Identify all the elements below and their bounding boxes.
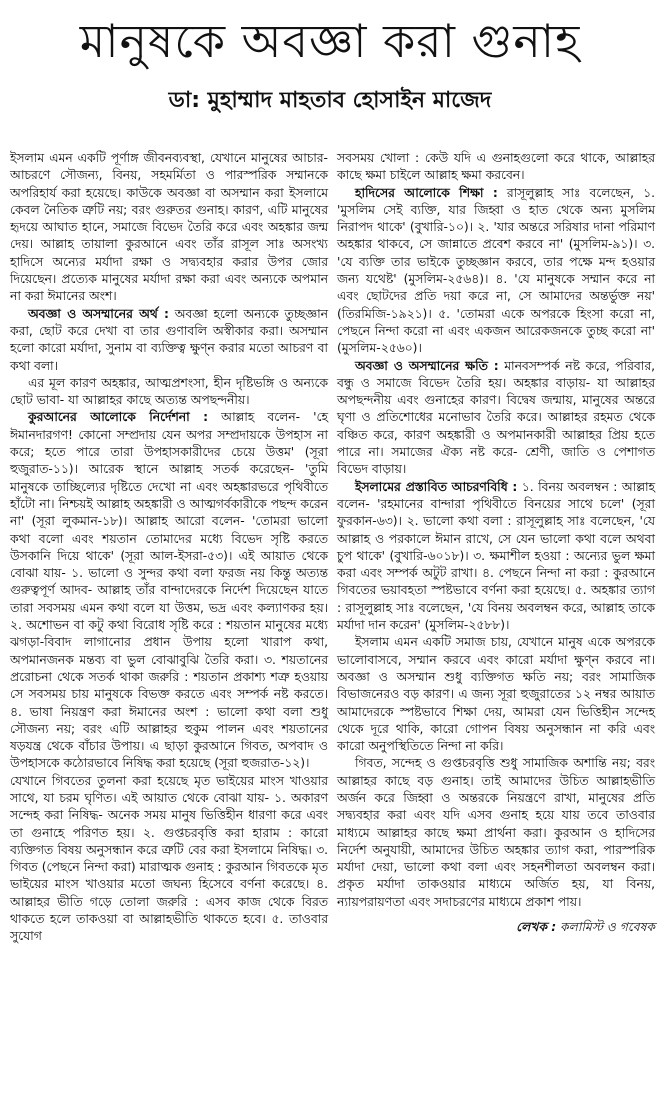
paragraph-text: ১. বিনয় অবলম্বন : আল্লাহ বলেন- 'রহমানের বান্দারা পৃথিবীতে বিনয়ের সাথে চলে' (সূরা ফুরকান-৬৩)। ২. ভালো কথা বলা : রাসূলুল্লাহ সাঃ বলেছেন, 'যে আল্লাহ ও পরকালে ঈমান রাখে, সে যেন ভালো কথা বলে অথবা চুপ থাকে' (বুখারি-৬০১৮)। ৩. ক্ষমাশীল হওয়া : অন্যের ভুল ক্ষমা করা এবং সম্পর্ক অটুট রাখা। ৪. পেছনে নিন্দা না করা : কুরআনে গিবতের ভয়াবহতা স্পষ্টভাবে বর্ণনা করা হয়েছে। ৫. অহঙ্কার ত্যাগ : রাসূলুল্লাহ সাঃ বলেছেন, 'যে বিনয় অবলম্বন করে, আল্লাহ তাকে মর্যাদা দান করেন' (মুসলিম-২৫৮৮)। [337, 479, 655, 633]
section-heading: হাদিসের আলোকে শিক্ষা : [355, 185, 498, 200]
paragraph [337, 185, 655, 358]
paragraph [10, 375, 328, 410]
paragraph [337, 479, 655, 635]
paragraph-text: গিবত, সন্দেহ ও গুপ্তচরবৃত্তি শুধু সামাজিক অশান্তি নয়; বরং আল্লাহর কাছে বড় গুনাহ। তাই আমাদের উচিত আল্লাহভীতি অর্জন করে জিহ্বা ও অন্তরকে নিয়ন্ত্রণে রাখা, মানুষের প্রতি সদ্ব্যবহার করা এবং যদি এসব গুনাহ হয়ে যায় তবে তাওবার মাধ্যমে আল্লাহর কাছে ক্ষমা প্রার্থনা করা। কুরআন ও হাদিসের নির্দেশ অনুযায়ী, আমাদের উচিত অহঙ্কার ত্যাগ করা, পারস্পরিক মর্যাদা দেয়া, ভালো কথা বলা এবং সহনশীলতা অবলম্বন করা। প্রকৃত মর্যাদা তাকওয়ার মাধ্যমে অর্জিত হয়, যা বিনয়, ন্যায়পরায়ণতা এবং সদাচরণের মাধ্যমে প্রকাশ পায়। [337, 756, 655, 909]
author-note [337, 919, 655, 936]
section-heading: অবজ্ঞা ও অসম্মানের অর্থ : [28, 306, 169, 321]
author-label: লেখক : [516, 920, 557, 935]
paragraph [10, 150, 328, 306]
paragraph-text: এর মূল কারণ অহঙ্কার, আত্মপ্রশংসা, হীন দৃষ্টিভঙ্গি ও অন্যকে ছোট ভাবা- যা আল্লাহর কাছে অত্যন্ত অপছন্দনীয়। [10, 375, 328, 408]
section-heading: অবজ্ঞা ও অসম্মানের ক্ষতি : [355, 358, 499, 373]
article-title: মানুষকে অবজ্ঞা করা গুনাহ [79, 14, 581, 68]
paragraph [337, 755, 655, 911]
right-column [337, 150, 655, 936]
paragraph [10, 409, 328, 772]
paragraph-text: মানবসম্পর্ক নষ্ট করে, পরিবার, বন্ধু ও সমাজে বিভেদ তৈরি হয়। অহঙ্কার বাড়ায়- যা আল্লাহর অপছন্দনীয় এবং গুনাহের কারণ। বিদ্বেষ জন্মায়, মানুষের অন্তরে ঘৃণা ও প্রতিশোধের মনোভাব তৈরি করে। আল্লাহর রহমত থেকে বঞ্চিত করে, কারণ অহঙ্কারী ও অপমানকারী আল্লাহর প্রিয় হতে পারে না। সমাজের ঐক্য নষ্ট করে- শ্রেণী, জাতি ও পেশাগত বিভেদ বাড়ায়। [337, 358, 655, 477]
article-byline: ডা: মুহাম্মাদ মাহতাব হোসাইন মাজেদ [168, 88, 492, 113]
section-heading: ইসলামের প্রস্তাবিত আচরণবিধি : [355, 479, 518, 494]
paragraph [10, 773, 328, 946]
paragraph-text: রাসূলুল্লাহ সাঃ বলেছেন, ১. 'মুসলিম সেই ব্যক্তি, যার জিহ্বা ও হাত থেকে অন্য মুসলিম নিরাপদ থাকে' (বুখারি-১০)। ২. 'যার অন্তরে সরিষার দানা পরিমাণ অহঙ্কার থাকবে, সে জান্নাতে প্রবেশ করবে না' (মুসলিম-৯১)। ৩. 'যে ব্যক্তি তার ভাইকে তুচ্ছজ্ঞান করবে, তার পক্ষে মন্দ হওয়ার জন্য যথেষ্ট' (মুসলিম-২৫৬৪)। ৪. 'যে মানুষকে সম্মান করে না এবং ছোটদের প্রতি দয়া করে না, সে আমাদের অন্তর্ভুক্ত নয়' (তিরমিজি-১৯২১)। ৫. 'তোমরা একে অপরকে হিংসা করো না, পেছনে নিন্দা করো না এবং একজন আরেকজনকে তুচ্ছ করো না' (মুসলিম-২৫৬০)। [337, 185, 655, 356]
paragraph [10, 306, 328, 375]
paragraph-text: ইসলাম এমন একটি পূর্ণাঙ্গ জীবনব্যবস্থা, যেখানে মানুষের আচার-আচরণে সৌজন্য, বিনয়, সহমর্মিতা ও পারস্পরিক সম্মানকে অপরিহার্য করা হয়েছে। কাউকে অবজ্ঞা বা অসম্মান করা ইসলামে কেবল নৈতিক ত্রুটি নয়; বরং গুরুতর গুনাহ। কারণ, এটি মানুষের হৃদয়ে আঘাত হানে, সমাজে বিভেদ তৈরি করে এবং অহঙ্কার জন্ম দেয়। আল্লাহ তায়ালা কুরআনে এবং তাঁর রাসূল সাঃ অসংখ্য হাদিসে অন্যের মর্যাদা রক্ষা ও সদ্ব্যবহার করার উপর জোর দিয়েছেন। প্রত্যেক মানুষের মর্যাদা রক্ষা করা এবং অন্যকে অপমান না করা ঈমানের অংশ। [10, 151, 328, 304]
paragraph-text: সবসময় খোলা : কেউ যদি এ গুনাহগুলো করে থাকে, আল্লাহর কাছে ক্ষমা চাইলে আল্লাহ ক্ষমা করবেন। [337, 151, 655, 183]
paragraph-text: যেখানে গিবতের তুলনা করা হয়েছে মৃত ভাইয়ের মাংস খাওয়ার সাথে, যা চরম ঘৃণিত। এই আয়াত থেকে বোঝা যায়- ১. অকারণ সন্দেহ করা নিষিদ্ধ- অনেক সময় মানুষ ভিত্তিহীন ধারণা করে এবং তা গুনাহে পরিণত হয়। ২. গুপ্তচরবৃত্তি করা হারাম : কারো ব্যক্তিগত বিষয় অনুসন্ধান করে ত্রুটি বের করা ইসলামে নিষিদ্ধ। ৩. গিবত (পেছনে নিন্দা করা) মারাত্মক গুনাহ : কুরআন গিবতকে মৃত ভাইয়ের মাংস খাওয়ার মতো জঘন্য হিসেবে বর্ণনা করেছে। ৪. আল্লাহর ভীতি গড়ে তোলা জরুরি : এসব কাজ থেকে বিরত থাকতে হলে তাকওয়া বা আল্লাহভীতি থাকতে হবে। ৫. তাওবার সুযোগ [10, 773, 328, 944]
paragraph-text: ইসলাম এমন একটি সমাজ চায়, যেখানে মানুষ একে অপরকে ভালোবাসবে, সম্মান করবে এবং কারো মর্যাদা ক্ষুণ্ন করবে না। অবজ্ঞা ও অসম্মান শুধু ব্যক্তিগত ক্ষতি নয়; বরং সামাজিক বিভাজনেরও বড় কারণ। এ জন্য সূরা হুজুরাতের ১২ নম্বর আয়াত আমাদেরকে স্পষ্টভাবে শিক্ষা দেয়, আমরা যেন ভিত্তিহীন সন্দেহ থেকে দূরে থাকি, কারো গোপন বিষয় অনুসন্ধান না করি এবং কারো অনুপস্থিতিতে নিন্দা না করি। [337, 635, 655, 754]
paragraph [337, 358, 655, 479]
left-column [10, 150, 328, 946]
paragraph-text: অবজ্ঞা হলো অন্যকে তুচ্ছজ্ঞান করা, ছোট করে দেখা বা তার গুণাবলি অস্বীকার করা। অসম্মান হলো কারো মর্যাদা, সুনাম বা ব্যক্তিত্ব ক্ষুণ্ন করার মতো আচরণ বা কথা বলা। [10, 306, 328, 373]
paragraph [337, 634, 655, 755]
author-description: কলামিস্ট ও গবেষক [556, 920, 655, 935]
section-heading: কুরআনের আলোকে নির্দেশনা : [28, 410, 209, 425]
paragraph-text: আল্লাহ বলেন- 'হে ঈমানদারগণ! কোনো সম্প্রদায় যেন অপর সম্প্রদায়কে উপহাস না করে; হতে পারে তারা উপহাসকারীদের চেয়ে উত্তম' (সূরা হুজুরাত-১১)। আরেক স্থানে আল্লাহ সতর্ক করেছেন- 'তুমি মানুষকে তাচ্ছিল্যের দৃষ্টিতে দেখো না এবং অহঙ্কারভরে পৃথিবীতে হাঁটো না। নিশ্চয়ই আল্লাহ অহঙ্কারী ও আত্মগর্বকারীকে পছন্দ করেন না' (সূরা লুকমান-১৮)। আল্লাহ আরো বলেন- 'তোমরা ভালো কথা বলো এবং শয়তান তোমাদের মধ্যে বিভেদ সৃষ্টি করতে উসকানি দিয়ে থাকে' (সূরা আল-ইসরা-৫৩)। এই আয়াত থেকে বোঝা যায়- ১. ভালো ও সুন্দর কথা বলা ফরজ নয় কিন্তু অত্যন্ত গুরুত্বপূর্ণ আদব- আল্লাহ তাঁর বান্দাদেরকে নির্দেশ দিয়েছেন যাতে তারা সবসময় এমন কথা বলে যা উত্তম, ভদ্র এবং কল্যাণকর হয়। ২. অশোভন বা কটু কথা বিরোধ সৃষ্টি করে : শয়তান মানুষের মধ্যে ঝগড়া-বিবাদ লাগানোর প্রধান উপায় হলো খারাপ কথা, অপমানজনক মন্তব্য বা ভুল বোঝাবুঝি তৈরি করা। ৩. শয়তানের প্ররোচনা থেকে সতর্ক থাকা জরুরি : শয়তান প্রকাশ্য শত্রু হওয়ায় সে সবসময় চায় মানুষকে বিভক্ত করতে এবং সম্পর্ক নষ্ট করতে। ৪. ভাষা নিয়ন্ত্রণ করা ঈমানের অংশ : ভালো কথা বলা শুধু সৌজন্য নয়; বরং এটি আল্লাহর হুকুম পালন এবং শয়তানের ষড়যন্ত্র থেকে বাঁচার উপায়। এ ছাড়া কুরআনে গিবত, অপবাদ ও উপহাসকে কঠোরভাবে নিষিদ্ধ করা হয়েছে (সূরা হুজরাত-১২)। [10, 410, 328, 771]
paragraph [337, 150, 655, 185]
